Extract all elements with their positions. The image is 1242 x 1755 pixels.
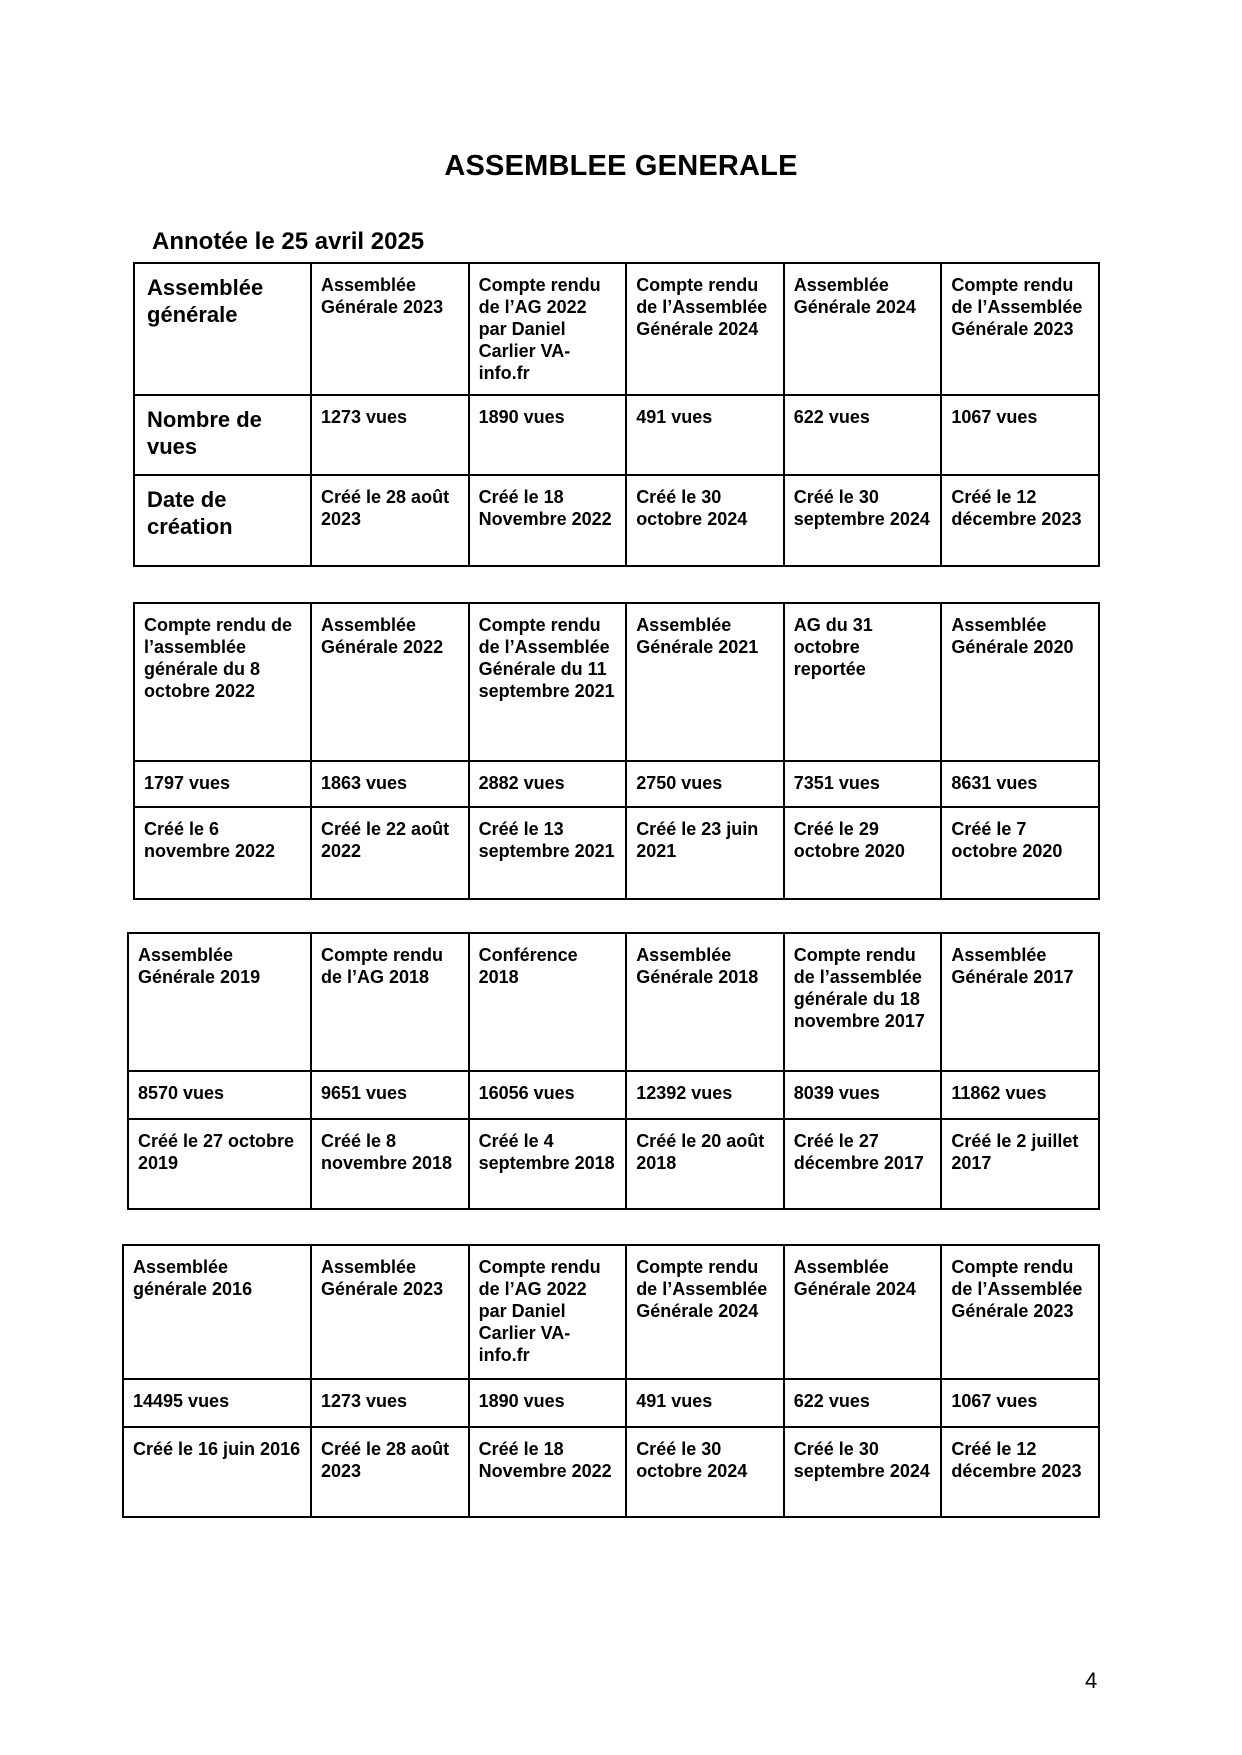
table-row	[134, 761, 1099, 807]
table-cell: 7351 vues	[784, 761, 942, 807]
table-cell: 8631 vues	[941, 761, 1099, 807]
table-cell: Assemblée Générale 2017	[941, 933, 1099, 1071]
table-cell: Créé le 29 octobre 2020	[784, 807, 942, 899]
table-cell: Créé le 27 décembre 2017	[784, 1119, 942, 1209]
table-cell: Créé le 12 décembre 2023	[941, 1427, 1099, 1517]
table-row	[134, 475, 1099, 566]
table-cell: Créé le 12 décembre 2023	[941, 475, 1099, 566]
table-cell: Créé le 28 août 2023	[311, 1427, 469, 1517]
table-cell: Assemblée Générale 2023	[311, 263, 469, 395]
table-cell: Créé le 22 août 2022	[311, 807, 469, 899]
table-row	[134, 263, 1099, 395]
table-cell: AG du 31 octobre reportée	[784, 603, 942, 761]
table-cell: 1863 vues	[311, 761, 469, 807]
table-row	[128, 1119, 1099, 1209]
table-cell: 1067 vues	[941, 395, 1099, 475]
table-cell: Compte rendu de l’AG 2022 par Daniel Carlier VA-info.fr	[469, 263, 627, 395]
table-cell: Créé le 18 Novembre 2022	[469, 1427, 627, 1517]
table-cell: Assemblée Générale 2024	[784, 263, 942, 395]
table-cell: Créé le 30 octobre 2024	[626, 475, 784, 566]
table-cell: Compte rendu de l’Assemblée Générale du 11 septembre 2021	[469, 603, 627, 761]
stats-table-1	[133, 262, 1100, 567]
table-cell: 2882 vues	[469, 761, 627, 807]
table-cell: 11862 vues	[941, 1071, 1099, 1119]
table-cell: 12392 vues	[626, 1071, 784, 1119]
table-cell: 8039 vues	[784, 1071, 942, 1119]
table-cell: 622 vues	[784, 1379, 942, 1427]
table-cell: Créé le 27 octobre 2019	[128, 1119, 311, 1209]
table-row	[123, 1245, 1099, 1379]
table-cell: 16056 vues	[469, 1071, 627, 1119]
table-cell: 622 vues	[784, 395, 942, 475]
table-cell: Créé le 20 août 2018	[626, 1119, 784, 1209]
table-cell: Compte rendu de l’Assemblée Générale 2024	[626, 263, 784, 395]
table-cell: Créé le 2 juillet 2017	[941, 1119, 1099, 1209]
annotation-date: Annotée le 25 avril 2025	[152, 228, 425, 255]
table-cell: Compte rendu de l’Assemblée Générale 2023	[941, 1245, 1099, 1379]
table-cell: Créé le 30 septembre 2024	[784, 475, 942, 566]
row-header-assemblee: Assemblée générale	[134, 263, 311, 395]
table-cell: Assemblée Générale 2019	[128, 933, 311, 1071]
table-cell: Assemblée Générale 2022	[311, 603, 469, 761]
table-row	[134, 807, 1099, 899]
table-cell: 9651 vues	[311, 1071, 469, 1119]
table-cell: 1890 vues	[469, 395, 627, 475]
table-cell: Créé le 28 août 2023	[311, 475, 469, 566]
table-row	[123, 1379, 1099, 1427]
table-row	[134, 603, 1099, 761]
table-cell: Compte rendu de l’assemblée générale du 8 octobre 2022	[134, 603, 311, 761]
table-cell: Assemblée Générale 2021	[626, 603, 784, 761]
row-header-vues: Nombre de vues	[134, 395, 311, 475]
table-cell: 491 vues	[626, 1379, 784, 1427]
table-cell: Créé le 30 octobre 2024	[626, 1427, 784, 1517]
table-cell: 1890 vues	[469, 1379, 627, 1427]
table-cell: Créé le 13 septembre 2021	[469, 807, 627, 899]
table-row	[128, 1071, 1099, 1119]
stats-table-3	[127, 932, 1100, 1210]
table-row	[128, 933, 1099, 1071]
stats-table-2	[133, 602, 1100, 900]
table-cell: Compte rendu de l’AG 2022 par Daniel Carlier VA-info.fr	[469, 1245, 627, 1379]
table-cell: Créé le 8 novembre 2018	[311, 1119, 469, 1209]
table-cell: Créé le 18 Novembre 2022	[469, 475, 627, 566]
table-row	[134, 395, 1099, 475]
table-cell: Créé le 23 juin 2021	[626, 807, 784, 899]
table-cell: Assemblée Générale 2023	[311, 1245, 469, 1379]
table-cell: Créé le 6 novembre 2022	[134, 807, 311, 899]
table-cell: Créé le 16 juin 2016	[123, 1427, 311, 1517]
table-cell: 1273 vues	[311, 1379, 469, 1427]
page-number: 4	[1085, 1668, 1098, 1693]
row-header-date: Date de création	[134, 475, 311, 566]
table-cell: Créé le 7 octobre 2020	[941, 807, 1099, 899]
table-cell: 1797 vues	[134, 761, 311, 807]
table-cell: 491 vues	[626, 395, 784, 475]
table-cell: Créé le 4 septembre 2018	[469, 1119, 627, 1209]
table-cell: Compte rendu de l’assemblée générale du 18 novembre 2017	[784, 933, 942, 1071]
table-cell: 14495 vues	[123, 1379, 311, 1427]
table-cell: Compte rendu de l’Assemblée Générale 2024	[626, 1245, 784, 1379]
table-cell: Compte rendu de l’Assemblée Générale 2023	[941, 263, 1099, 395]
table-cell: Conférence 2018	[469, 933, 627, 1071]
table-cell: Assemblée Générale 2024	[784, 1245, 942, 1379]
page-title: ASSEMBLEE GENERALE	[444, 150, 798, 182]
table-cell: 1273 vues	[311, 395, 469, 475]
table-cell: Assemblée Générale 2020	[941, 603, 1099, 761]
table-cell: Assemblée Générale 2018	[626, 933, 784, 1071]
table-cell: Compte rendu de l’AG 2018	[311, 933, 469, 1071]
stats-table-4	[122, 1244, 1100, 1518]
table-cell: 8570 vues	[128, 1071, 311, 1119]
table-row	[123, 1427, 1099, 1517]
table-cell: 2750 vues	[626, 761, 784, 807]
table-cell: Assemblée générale 2016	[123, 1245, 311, 1379]
table-cell: 1067 vues	[941, 1379, 1099, 1427]
table-cell: Créé le 30 septembre 2024	[784, 1427, 942, 1517]
